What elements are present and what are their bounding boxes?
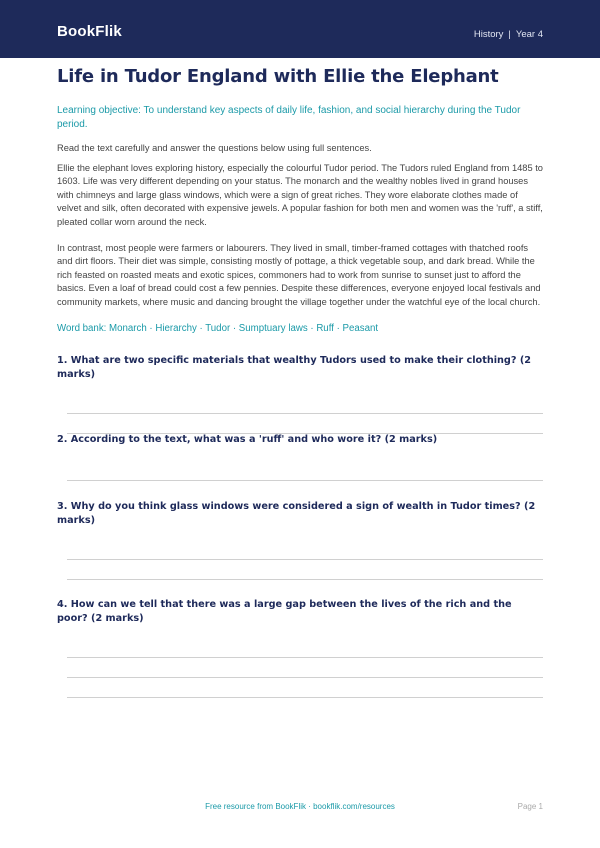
reading-paragraph: Ellie the elephant loves exploring history, especially the colourful Tudor period. The Tudors ruled England from 1485 to 1603. Life was very different depending on your status. The monarch and the wealthy nobles lived in grand houses with chimneys and large glass windows, which were a sign of great riches. They wore elaborate clothes made of velvet and silk, often decorated with expensive jewels. A popular fashion for both men and women was the 'ruff', a stiff, pleated collar worn around the neck. xyxy=(57,162,543,227)
meta-separator: | xyxy=(508,29,511,40)
answer-line[interactable] xyxy=(67,559,543,560)
worksheet-title: Life in Tudor England with Ellie the Elephant xyxy=(57,66,499,87)
year-label: Year 4 xyxy=(515,29,543,40)
question-block xyxy=(57,354,543,434)
subject-label: History xyxy=(473,29,504,40)
question-text: 1. What are two specific materials that wealthy Tudors used to make their clothing? (2 marks) xyxy=(57,354,532,380)
question-text: 3. Why do you think glass windows were considered a sign of wealth in Tudor times? (2 marks) xyxy=(57,500,536,526)
header-bar xyxy=(0,0,600,58)
answer-line[interactable] xyxy=(67,480,543,481)
word-bank: Word bank: Monarch · Hierarchy · Tudor · Sumptuary laws · Ruff · Peasant xyxy=(57,322,379,334)
brand-logo[interactable]: BookFlik xyxy=(57,23,122,40)
instruction-text: Read the text carefully and answer the questions below using full sentences. xyxy=(57,142,372,153)
footer-text[interactable]: Free resource from BookFlik · bookflik.com/resources xyxy=(205,802,395,811)
answer-line[interactable] xyxy=(67,413,543,414)
question-text: 2. According to the text, what was a 'ruff' and who wore it? (2 marks) xyxy=(57,433,438,445)
question-block xyxy=(57,500,543,580)
header-meta xyxy=(474,29,543,40)
answer-line[interactable] xyxy=(67,579,543,580)
question-text: 4. How can we tell that there was a large gap between the lives of the rich and the poor? (2 marks) xyxy=(57,598,512,624)
page-number: Page 1 xyxy=(517,802,543,811)
worksheet-content xyxy=(57,64,543,698)
answer-line[interactable] xyxy=(67,697,543,698)
answer-line[interactable] xyxy=(67,657,543,658)
answer-line[interactable] xyxy=(67,677,543,678)
reading-paragraph: In contrast, most people were farmers or labourers. They lived in small, timber-framed cottages with thatched roofs and dirt floors. Their diet was simple, consisting mostly of pottage, a thick vegetable soup, and dark bread. While the rich feasted on roasted meats and exotic spices, commoners had to work from sunrise to sunset just to afford the basics. Even a loaf of bread could cost a few pennies. Despite these differences, everyone enjoyed local festivals and community markets, where music and dancing brought the village together under the watchful eye of the local church. xyxy=(57,242,541,307)
question-block xyxy=(57,433,543,481)
learning-objective: Learning objective: To understand key aspects of daily life, fashion, and social hierarchy during the Tudor period. xyxy=(57,105,521,130)
question-block xyxy=(57,598,543,698)
